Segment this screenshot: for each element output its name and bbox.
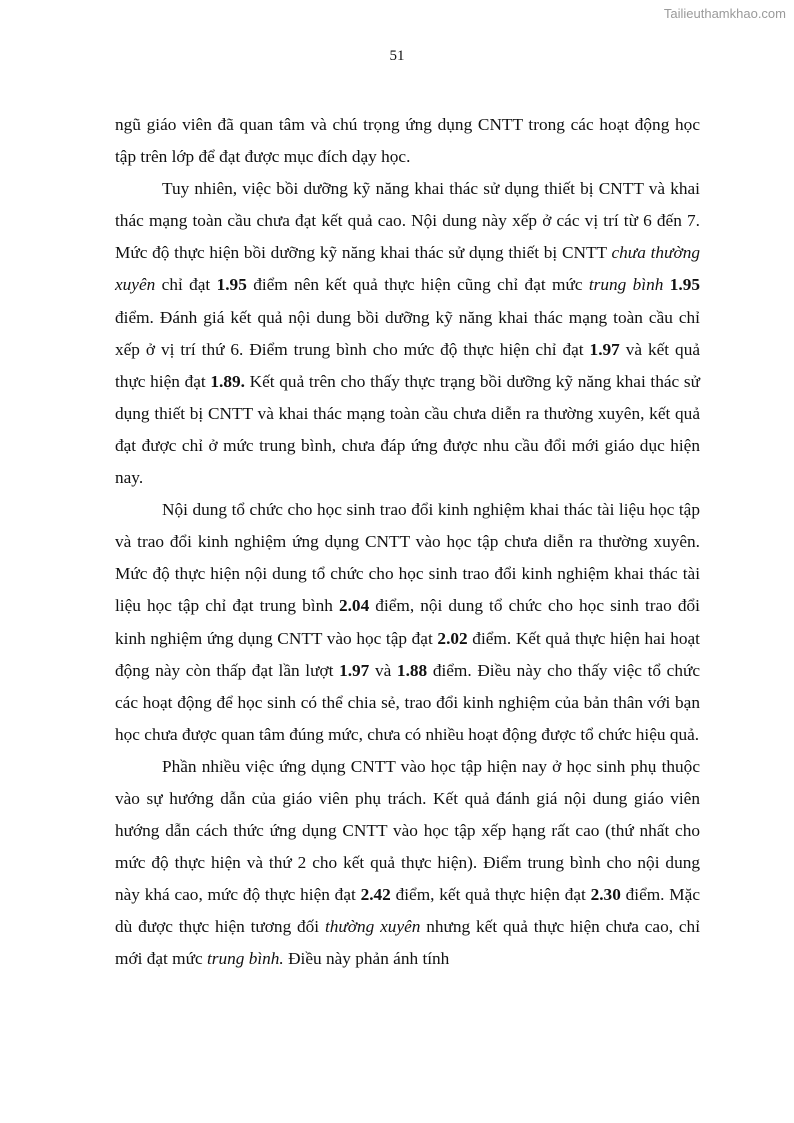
watermark: Tailieuthamkhao.com — [663, 6, 786, 21]
text: điểm. Đánh giá kết quả nội dung bồi dưỡng kỹ năng khai thác mạng toàn cầu chỉ xếp ở vị trí thứ 6. Điểm trung bình cho mức độ thực hiện chỉ đạt — [115, 307, 700, 359]
italic-text: chưa thường xuyên — [115, 243, 700, 295]
text: Phần nhiều việc ứng dụng CNTT vào học tập hiện nay ở học sinh phụ thuộc vào sự hướng dẫn của giáo viên phụ trách. Kết quả đánh giá nội dung giáo viên hướng dẫn cách thức ứng dụng CNTT vào học tập xếp hạng rất cao (thứ nhất cho mức độ thực hiện và thứ 2 cho kết quả thực hiện). Điểm trung bình cho nội dung này khá cao, mức độ thực hiện đạt — [115, 756, 700, 905]
text: Nội dung tổ chức cho học sinh trao đổi kinh nghiệm khai thác tài liệu học tập và trao đổi kinh nghiệm ứng dụng CNTT vào học tập chưa diễn ra thường xuyên. Mức độ thực hiện nội dung tổ chức cho học sinh trao đổi kinh nghiệm khai thác tài liệu học tập chỉ đạt trung bình — [115, 500, 700, 616]
text: Kết quả trên cho thấy thực trạng bồi dưỡng kỹ năng khai thác sử dụng thiết bị CNTT và khai thác mạng toàn cầu chưa diễn ra thường xuyên, kết quả đạt được chỉ ở mức trung bình, chưa đáp ứng được nhu cầu đổi mới giáo dục hiện nay. — [115, 371, 700, 488]
page-number: 51 — [389, 48, 405, 64]
bold-value: 1.95 — [216, 275, 247, 295]
italic-text: trung bình — [588, 275, 664, 295]
document-body — [115, 109, 700, 976]
text: điểm, nội dung tổ chức cho học sinh trao đổi kinh nghiệm ứng dụng CNTT vào học tập đạt — [115, 596, 700, 648]
bold-value: 1.95 — [669, 275, 700, 295]
text: điểm. Điều này cho thấy việc tổ chức các hoạt động để học sinh có thể chia sẻ, trao đổi kinh nghiệm của bản thân với bạn học chưa được quan tâm đúng mức, chưa có nhiều hoạt động được tổ chức hiệu quả. — [115, 660, 701, 744]
text: điểm nên kết quả thực hiện cũng chỉ đạt mức — [246, 275, 589, 295]
bold-value: 2.30 — [590, 885, 621, 905]
bold-value: 2.04 — [338, 596, 370, 616]
bold-value: 1.97 — [589, 339, 620, 359]
bold-value: 2.02 — [437, 628, 468, 648]
italic-text: trung bình. — [206, 949, 284, 969]
text: Điều này phản ánh tính — [283, 949, 450, 969]
italic-text: thường xuyên — [324, 917, 421, 937]
text: và kết quả thực hiện đạt — [115, 339, 701, 391]
bold-value: 1.97 — [339, 660, 370, 680]
text: ngũ giáo viên đã quan tâm và chú trọng ứng dụng CNTT trong các hoạt động học tập trên lớp để đạt được mục đích dạy học. — [115, 115, 700, 167]
paragraph-3 — [115, 494, 700, 751]
text: điểm. Kết quả thực hiện hai hoạt động này còn thấp đạt lần lượt — [115, 628, 700, 680]
text: nhưng kết quả thực hiện chưa cao, chỉ mới đạt mức — [115, 917, 701, 969]
paragraph-4 — [115, 751, 700, 976]
text: chỉ đạt — [155, 275, 217, 295]
paragraph-2 — [115, 173, 700, 494]
text: điểm. Mặc dù được thực hiện tương đối — [115, 885, 700, 937]
bold-value: 2.42 — [360, 885, 391, 905]
text: Tuy nhiên, việc bồi dưỡng kỹ năng khai thác sử dụng thiết bị CNTT và khai thác mạng toàn cầu chưa đạt kết quả cao. Nội dung này xếp ở các vị trí từ 6 đến 7. Mức độ thực hiện bồi dưỡng kỹ năng khai thác sử dụng thiết bị CNTT — [115, 179, 700, 263]
bold-value: 1.88 — [396, 660, 428, 680]
paragraph-1 — [115, 109, 700, 173]
bold-value: 1.89. — [210, 371, 245, 391]
text: điểm, kết quả thực hiện đạt — [390, 885, 591, 905]
text: và — [369, 660, 397, 680]
